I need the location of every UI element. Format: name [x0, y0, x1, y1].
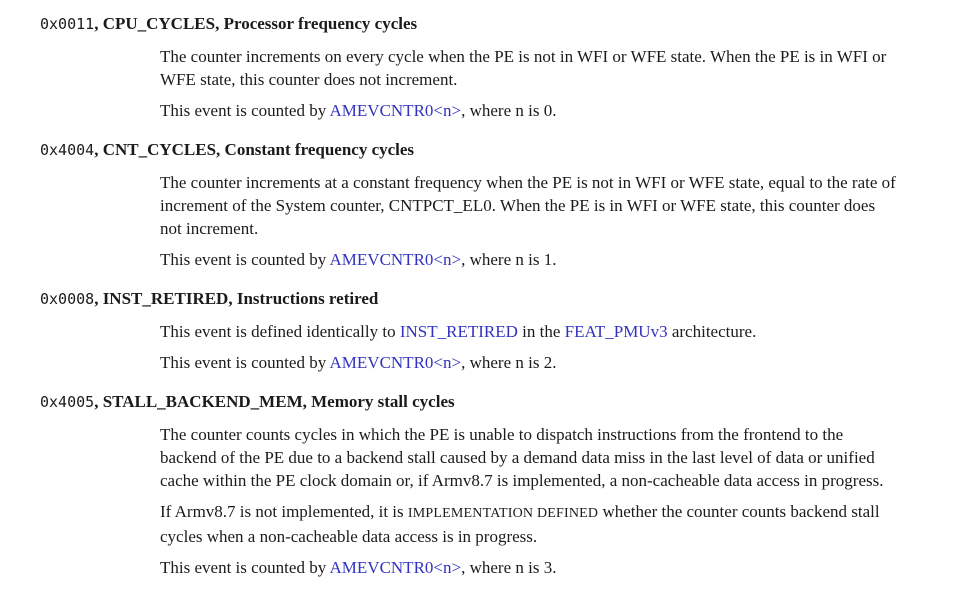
event-paragraph: This event is counted by AMEVCNTR0<n>, where n is 0. — [160, 101, 557, 120]
event-heading — [40, 391, 909, 413]
event-code: 0x4004 — [40, 141, 95, 159]
inst-retired-link[interactable]: INST_RETIRED — [399, 322, 518, 341]
event-section-cpu-cycles — [40, 13, 909, 122]
implementation-defined-term: IMPLEMENTATION DEFINED — [407, 506, 599, 521]
event-paragraph: The counter counts cycles in which the PE is unable to dispatch instructions from the frontend to the backend of the PE due to a backend stall caused by a demand data miss in the last level of data or unified cache within the PE clock domain or, if Armv8.7 is implemented, a non-cacheable data access in progress. — [160, 425, 884, 490]
feat-pmuv3-link[interactable]: FEAT_PMUv3 — [564, 322, 668, 341]
event-heading-label: , STALL_BACKEND_MEM, Memory stall cycles — [94, 392, 455, 411]
event-heading — [40, 139, 909, 161]
event-paragraph: The counter increments at a constant frequency when the PE is not in WFI or WFE state, equal to the rate of increment of the System counter, CNTPCT_EL0. When the PE is in WFI or WFE state, this counter does not increment. — [160, 173, 896, 238]
event-code: 0x0008 — [40, 290, 95, 308]
event-paragraph: The counter increments on every cycle when the PE is not in WFI or WFE state. When the PE is in WFI or WFE state, this counter does not increment. — [160, 47, 887, 89]
event-paragraph: This event is defined identically to INST_RETIRED in the FEAT_PMUv3 architecture. — [160, 322, 757, 341]
event-section-stall-backend-mem — [40, 391, 909, 579]
event-paragraph: This event is counted by AMEVCNTR0<n>, where n is 3. — [160, 558, 557, 577]
amevcntr0-link[interactable]: AMEVCNTR0<n> — [329, 250, 462, 269]
event-heading-label: , INST_RETIRED, Instructions retired — [94, 289, 379, 308]
event-code: 0x0011 — [40, 15, 95, 33]
event-body — [160, 320, 901, 374]
amevcntr0-link[interactable]: AMEVCNTR0<n> — [329, 353, 462, 372]
event-heading — [40, 288, 909, 310]
event-paragraph: This event is counted by AMEVCNTR0<n>, where n is 2. — [160, 353, 557, 372]
event-code: 0x4005 — [40, 393, 95, 411]
event-body — [160, 45, 901, 122]
event-heading-label: , CPU_CYCLES, Processor frequency cycles — [94, 14, 418, 33]
amevcntr0-link[interactable]: AMEVCNTR0<n> — [329, 101, 462, 120]
event-heading — [40, 13, 909, 35]
event-body — [160, 423, 901, 579]
amevcntr0-link[interactable]: AMEVCNTR0<n> — [329, 558, 462, 577]
event-section-inst-retired — [40, 288, 909, 374]
document-content — [40, 13, 909, 579]
event-paragraph: If Armv8.7 is not implemented, it is IMPLEMENTATION DEFINED whether the counter counts backend stall cycles when a non-cacheable data access is in progress. — [160, 502, 880, 546]
event-paragraph: This event is counted by AMEVCNTR0<n>, where n is 1. — [160, 250, 557, 269]
event-body — [160, 171, 901, 271]
event-section-cnt-cycles — [40, 139, 909, 271]
event-heading-label: , CNT_CYCLES, Constant frequency cycles — [94, 140, 415, 159]
